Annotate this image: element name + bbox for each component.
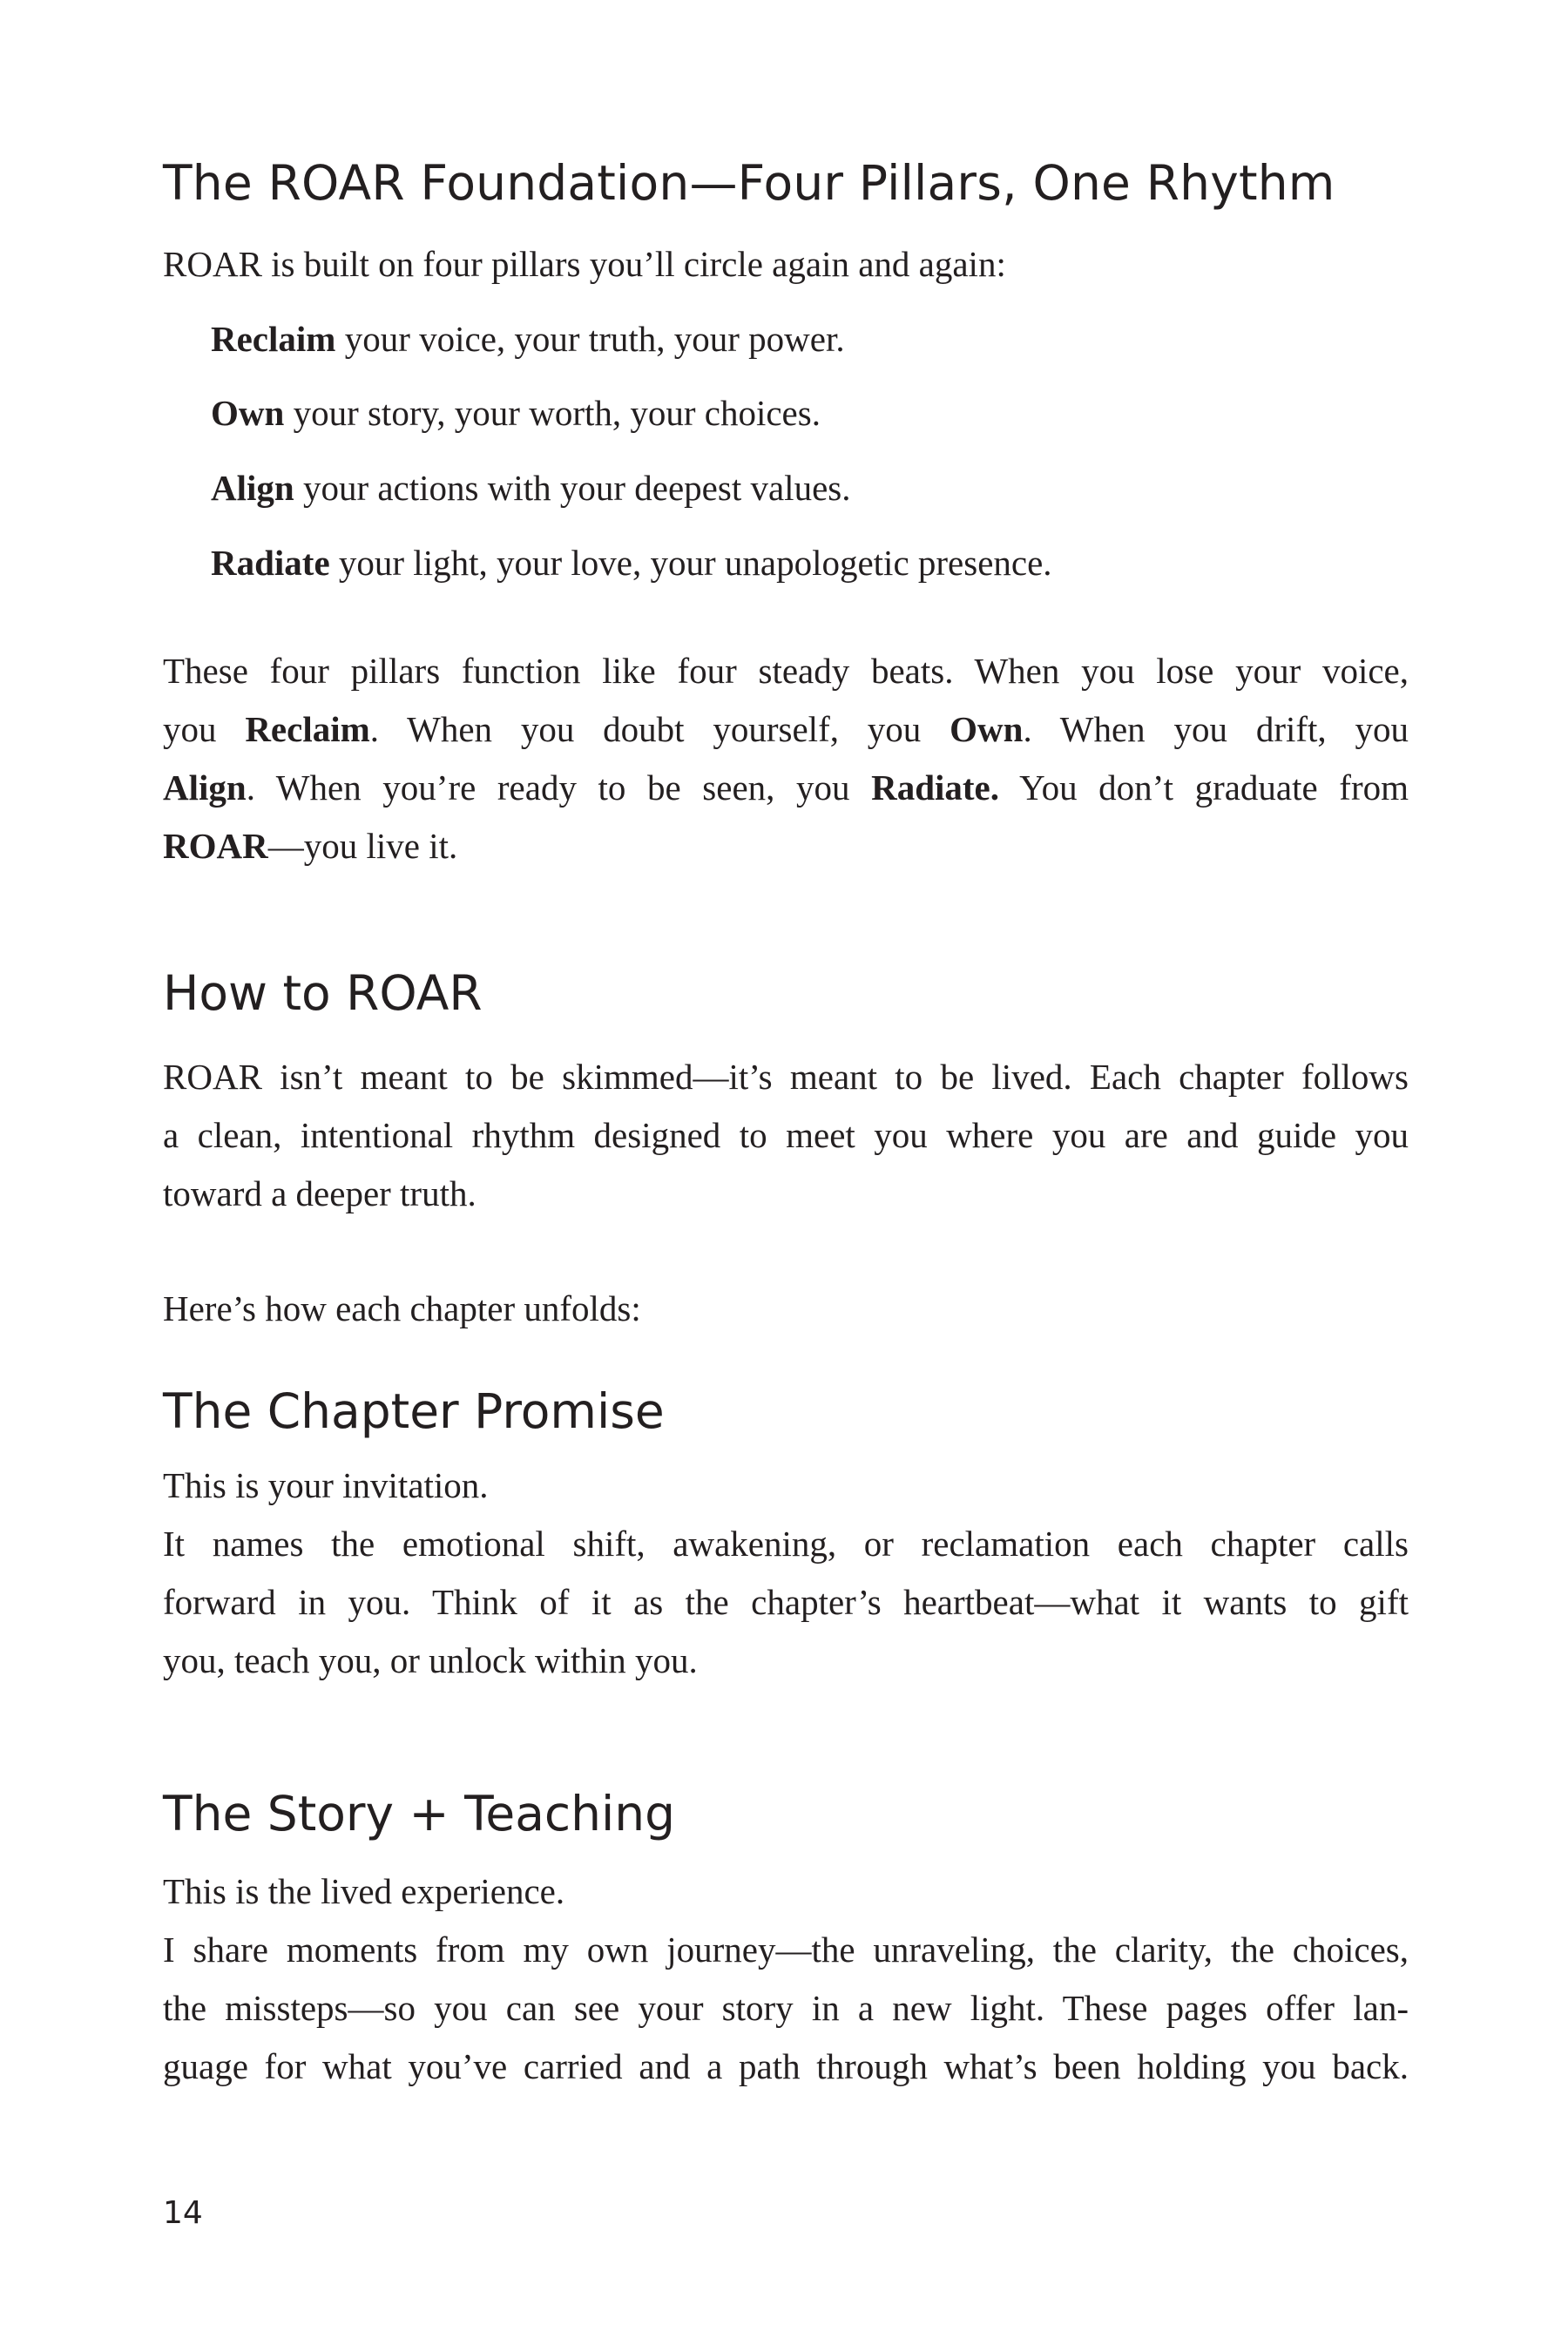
section-heading-story-teaching: The Story + Teaching (163, 1786, 676, 1842)
how-to-roar-paragraph (163, 1048, 1409, 1223)
book-page (163, 0, 1409, 2352)
pillar-text: your voice, your truth, your power. (335, 319, 845, 359)
paragraph-line: forward in you. Think of it as the chapter’s heartbeat—what it wants to gift (163, 1582, 1409, 1622)
paragraph-line: This is the lived experience. (163, 1871, 565, 1911)
paragraph-line: It names the emotional shift, awakening, or reclamation each chapter calls (163, 1524, 1409, 1564)
section-heading-roar-foundation: The ROAR Foundation—Four Pillars, One Rhythm (163, 155, 1335, 211)
paragraph-line: guage for what you’ve carried and a path through what’s been holding you back. (163, 2046, 1409, 2086)
pillar-radiate (211, 542, 1052, 584)
paragraph-line: These four pillars function like four steady beats. When you lose your voice, (163, 651, 1409, 691)
paragraph-line: ROAR—you live it. (163, 826, 458, 866)
pillar-reclaim (211, 318, 845, 360)
story-teaching-paragraph (163, 1862, 1409, 2096)
paragraph-line: I share moments from my own journey—the unraveling, the clarity, the choices, (163, 1930, 1409, 1970)
pillars-paragraph (163, 642, 1409, 875)
pillar-term: Radiate (211, 543, 330, 583)
pillars-intro: ROAR is built on four pillars you’ll circle again and again: (163, 244, 1006, 284)
paragraph-line: ROAR isn’t meant to be skimmed—it’s meant to be lived. Each chapter follows (163, 1057, 1409, 1097)
pillar-term: Align (211, 468, 294, 508)
paragraph-line: the missteps—so you can see your story in a new light. These pages offer lan- (163, 1988, 1409, 2028)
pillar-term: Own (211, 393, 285, 433)
paragraph-line: This is your invitation. (163, 1465, 489, 1505)
pillar-text: your story, your worth, your choices. (284, 393, 821, 433)
paragraph-line: you Reclaim. When you doubt yourself, you Own. When you drift, you (163, 709, 1409, 749)
paragraph-line: you, teach you, or unlock within you. (163, 1640, 698, 1680)
pillar-text: your actions with your deepest values. (294, 468, 851, 508)
chapter-unfolds-text: Here’s how each chapter unfolds: (163, 1288, 641, 1328)
pillar-term: Reclaim (211, 319, 336, 359)
pillar-text: your light, your love, your unapologetic presence. (329, 543, 1052, 583)
paragraph-line: a clean, intentional rhythm designed to meet you where you are and guide you (163, 1115, 1409, 1155)
chapter-promise-paragraph (163, 1456, 1409, 1690)
pillar-align (211, 467, 850, 509)
section-heading-how-to-roar: How to ROAR (163, 965, 483, 1021)
section-heading-chapter-promise: The Chapter Promise (163, 1383, 665, 1439)
page-number: 14 (163, 2195, 203, 2231)
paragraph-line: toward a deeper truth. (163, 1173, 476, 1213)
pillar-own (211, 392, 821, 434)
paragraph-line: Align. When you’re ready to be seen, you Radiate. You don’t graduate from (163, 767, 1409, 808)
